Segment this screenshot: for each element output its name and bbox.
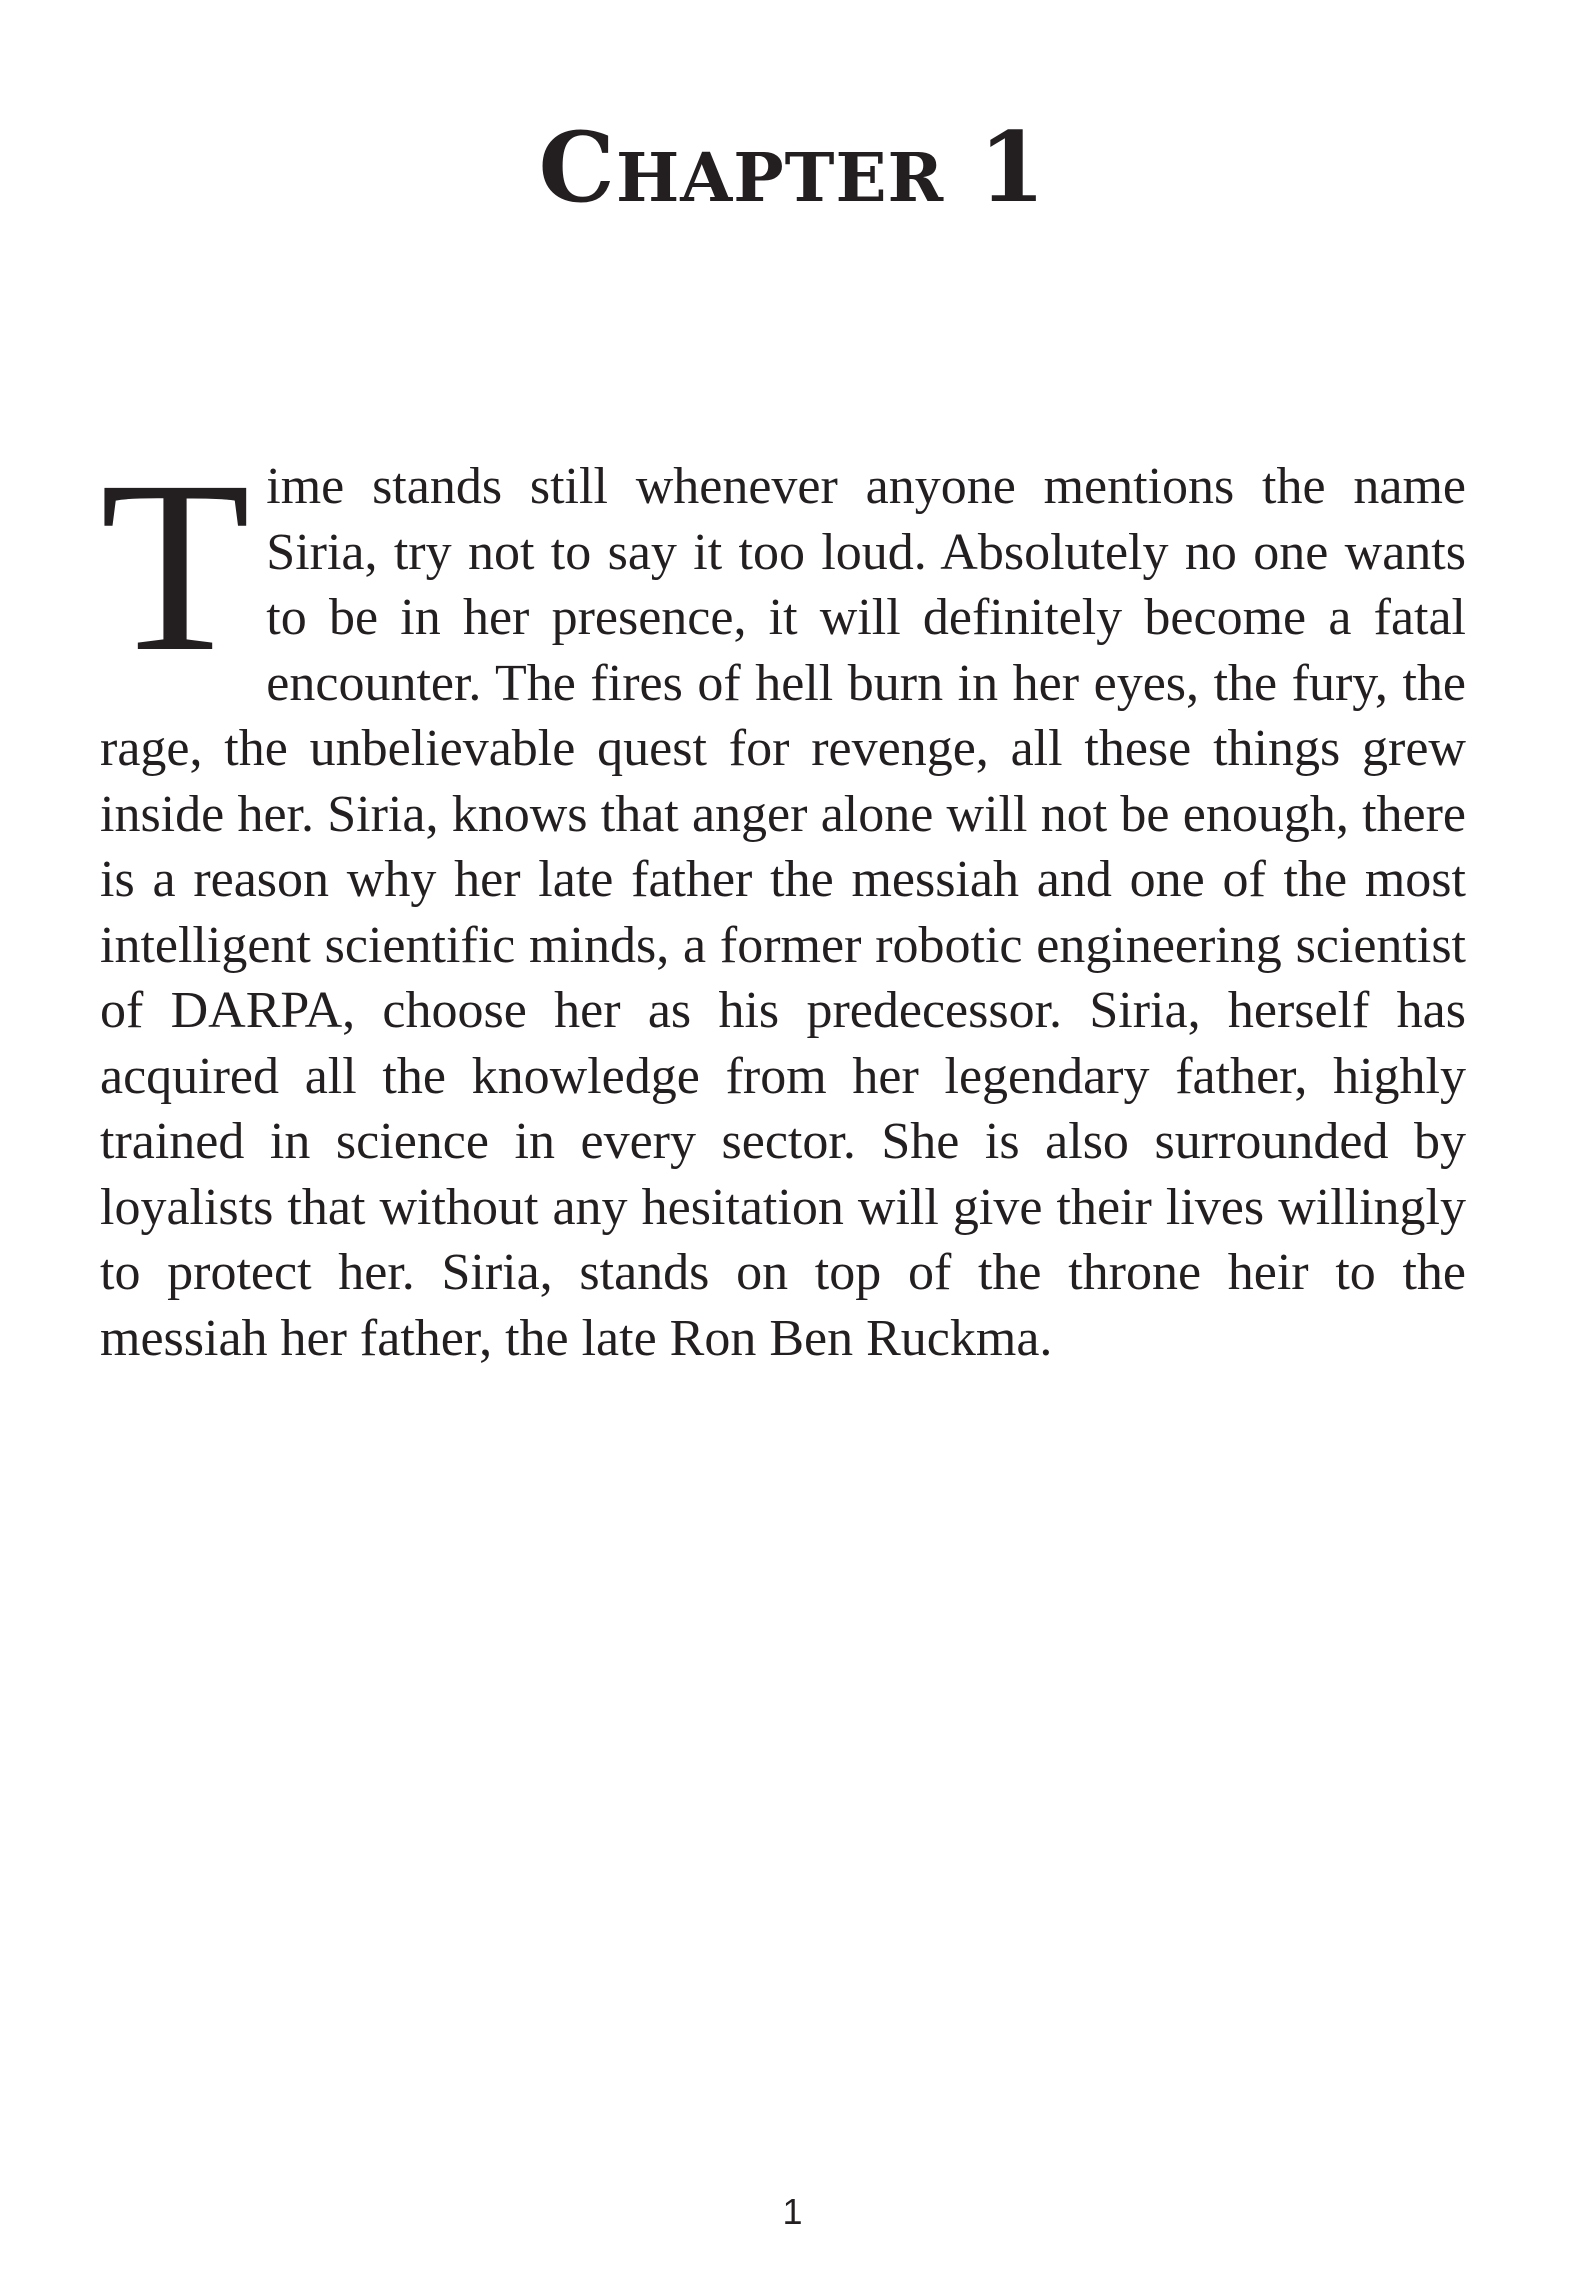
chapter-title [0, 111, 1585, 224]
paragraph-text: ime stands still whenever anyone mentions the name Siria, try not to say it too loud. Absolutely no one wants to be in her presence, it will definitely become a fatal encounter. The fires of hell burn in her eyes, the fury, the rage, the unbelievable quest for revenge, all these things grew inside her. Siria, knows that anger alone will not be enough, there is a reason why her late father the messiah and one of the most intelligent scientific minds, a former robotic engineering scientist of DARPA, choose her as his predecessor. Siria, herself has acquired all the knowledge from her legendary father, highly trained in science in every sector. She is also surrounded by loyalists that without any hesitation will give their lives willingly to protect her. Siria, stands on top of the throne heir to the messiah her father, the late Ron Ben Ruckma. [100, 458, 1466, 1367]
chapter-body-paragraph [100, 431, 1466, 1371]
drop-cap: T [100, 431, 251, 703]
chapter-title-text: Chapter 1 [538, 111, 1047, 224]
page-number: 1 [782, 2191, 803, 2232]
